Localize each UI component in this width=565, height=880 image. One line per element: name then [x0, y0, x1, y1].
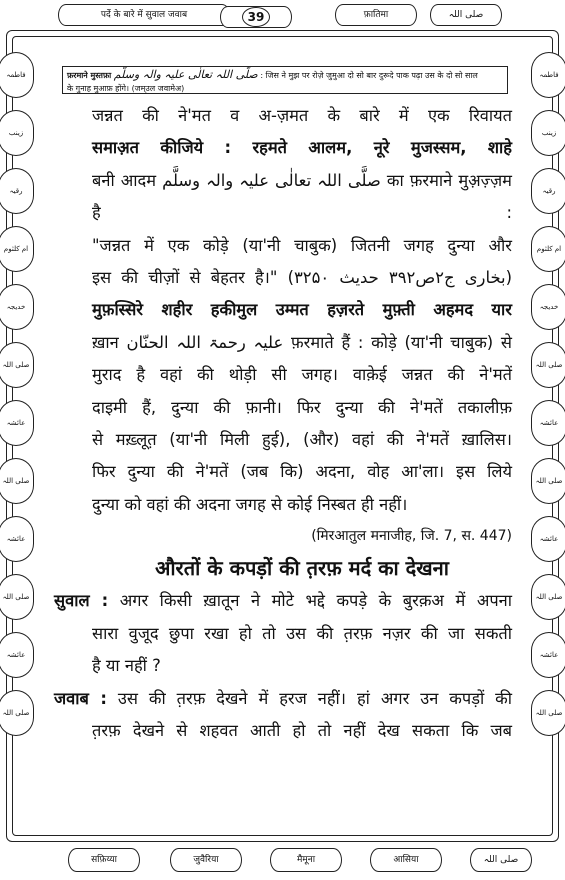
- side-ornament-left: صلی اللہ: [0, 342, 34, 388]
- side-ornament-left: عائشہ: [0, 400, 34, 446]
- question-line-2: सारा वुजूद छुपा रखा हो तो उस की त़रफ़ नज़र की जा सकती: [92, 623, 512, 643]
- p2-line-6: फिर दुन्या की ने'मतें (जब कि) अदना, वोह आ'ला। इस लिये: [92, 462, 512, 482]
- side-ornament-left: صلی اللہ: [0, 458, 34, 504]
- page-content: [54, 100, 513, 747]
- note-text: : जिस ने मुझ पर रोज़े जुमुआ दो सो बार दुरूदे पाक पढ़ा उस के दो सो साल: [260, 71, 478, 80]
- note-arabic: صلَّی اللہ تعالٰی علیہ والہ وسلَّم: [113, 68, 258, 81]
- p1-line-2: समाअ़त कीजिये : रहमते आलम, नूरे मुजस्सम, शाहे: [92, 138, 512, 158]
- section-heading: औरतों के कपड़ों की त़रफ़ मर्द का देखना: [155, 556, 449, 581]
- side-ornament-right: زینب: [531, 110, 565, 156]
- p2-line-3: मुराद है वहां की थोड़ी सी जगह। वाक़ेई जन्नत की ने'मतें: [92, 365, 512, 385]
- reference: (मिरआतुल मनाजीह, जि. 7, स. 447): [311, 528, 512, 545]
- side-ornament-left: صلی اللہ: [0, 690, 34, 736]
- p1-line-4: "जन्नत में एक कोड़े (या'नी चाबुक) जितनी जगह दुन्या और: [92, 235, 512, 255]
- footer-tab-asiya: आसिया: [370, 848, 442, 872]
- side-ornament-right: خدیجہ: [531, 284, 565, 330]
- header-book-title: पर्दे के बारे में सुवाल जवाब: [58, 4, 230, 26]
- question-line-3: है या नहीं ?: [92, 656, 161, 676]
- answer-block: [54, 683, 512, 748]
- side-ornament-right: عائشہ: [531, 632, 565, 678]
- side-ornament-right: رقیہ: [531, 168, 565, 214]
- p1-line-1: जन्नत की ने'मत व अ-ज़मत के बारे में एक रिवायत: [92, 106, 512, 125]
- page-number-badge: 39: [242, 7, 270, 27]
- note-label: फ़रमाने मुस्तफ़ा: [67, 71, 112, 80]
- p1-line-3: बनी आदम صلَّی اللہ تعالٰی علیہ والہ وسلَّم का फ़रमाने मुअ़ज़्ज़म है :: [92, 170, 512, 223]
- header-ornament-salla: صلی اللہ: [430, 4, 502, 26]
- side-ornament-right: صلی اللہ: [531, 342, 565, 388]
- side-ornament-left: ام کلثوم: [0, 226, 34, 272]
- side-ornament-right: ام کلثوم: [531, 226, 565, 272]
- side-ornament-left: رقیہ: [0, 168, 34, 214]
- side-ornament-left: عائشہ: [0, 516, 34, 562]
- farmane-mustafa-note: [62, 66, 508, 94]
- p2-line-4: दाइमी हैं, दुन्या की फ़ानी। फिर दुन्या की ने'मतें तकालीफ़: [92, 397, 512, 417]
- p2-line-1: मुफ़स्सिरे शहीर हकीमुल उम्मत हज़रते मुफ़्ती अहमद यार: [92, 300, 512, 320]
- footer-tab-juwairiya: जुवैरिया: [170, 848, 242, 872]
- footer-tab-salla: صلی اللہ: [470, 848, 532, 872]
- p2-line-5: से मख़्लूत़ (या'नी मिली हुई), (और) वहां की ने'मतें ख़ालिस।: [92, 430, 512, 450]
- question-label: सुवाल :: [54, 591, 109, 611]
- p2-line-2: ख़ान علیہ رحمۃ اللہ الحنّان फ़रमाते हैं : कोड़े (या'नी चाबुक) से: [92, 332, 512, 352]
- side-ornament-right: صلی اللہ: [531, 458, 565, 504]
- question-line-1: अगर किसी ख़ातून ने मोटे भद्दे कपड़े के बुरक़अ में अपना: [119, 591, 512, 611]
- side-ornament-right: عائشہ: [531, 400, 565, 446]
- paragraph-1: [92, 100, 512, 294]
- note-text-2: के गुनाह मुआफ़ होंगे। (जम्उल जवामेअ): [67, 84, 185, 93]
- footer-tab-maimuna: मैमूना: [270, 848, 342, 872]
- question-block: [54, 585, 512, 682]
- side-ornament-right: صلی اللہ: [531, 574, 565, 620]
- answer-line-2: त़रफ़ देखने से शहवत आती हो तो नहीं देख सकता कि जब: [92, 720, 512, 740]
- side-ornament-right: عائشہ: [531, 516, 565, 562]
- side-ornament-left: صلی اللہ: [0, 574, 34, 620]
- side-ornament-right: فاطمہ: [531, 52, 565, 98]
- p1-line-5: इस की चीज़ों से बेहतर है।" (بخاری ج۲ص۳۹۲ حدیث ۳۲۵۰): [92, 268, 513, 288]
- side-ornament-left: عائشہ: [0, 632, 34, 678]
- side-ornament-left: فاطمہ: [0, 52, 34, 98]
- answer-line-1: उस की त़रफ़ देखने में हरज नहीं। हां अगर उन कपड़ों की: [117, 688, 513, 708]
- side-ornament-right: صلی اللہ: [531, 690, 565, 736]
- p2-line-7: दुन्या को वहां की अदना जगह से कोई निस्बत ही नहीं।: [92, 494, 408, 514]
- header-ornament-fatima: फ़ातिमा: [335, 4, 417, 26]
- footer-tab-safiyya: सफ़िय्या: [68, 848, 140, 872]
- side-ornament-left: زینب: [0, 110, 34, 156]
- header-page-number: [220, 6, 292, 28]
- side-ornament-left: خدیجہ: [0, 284, 34, 330]
- answer-label: जवाब :: [54, 688, 107, 708]
- paragraph-2: [92, 294, 512, 521]
